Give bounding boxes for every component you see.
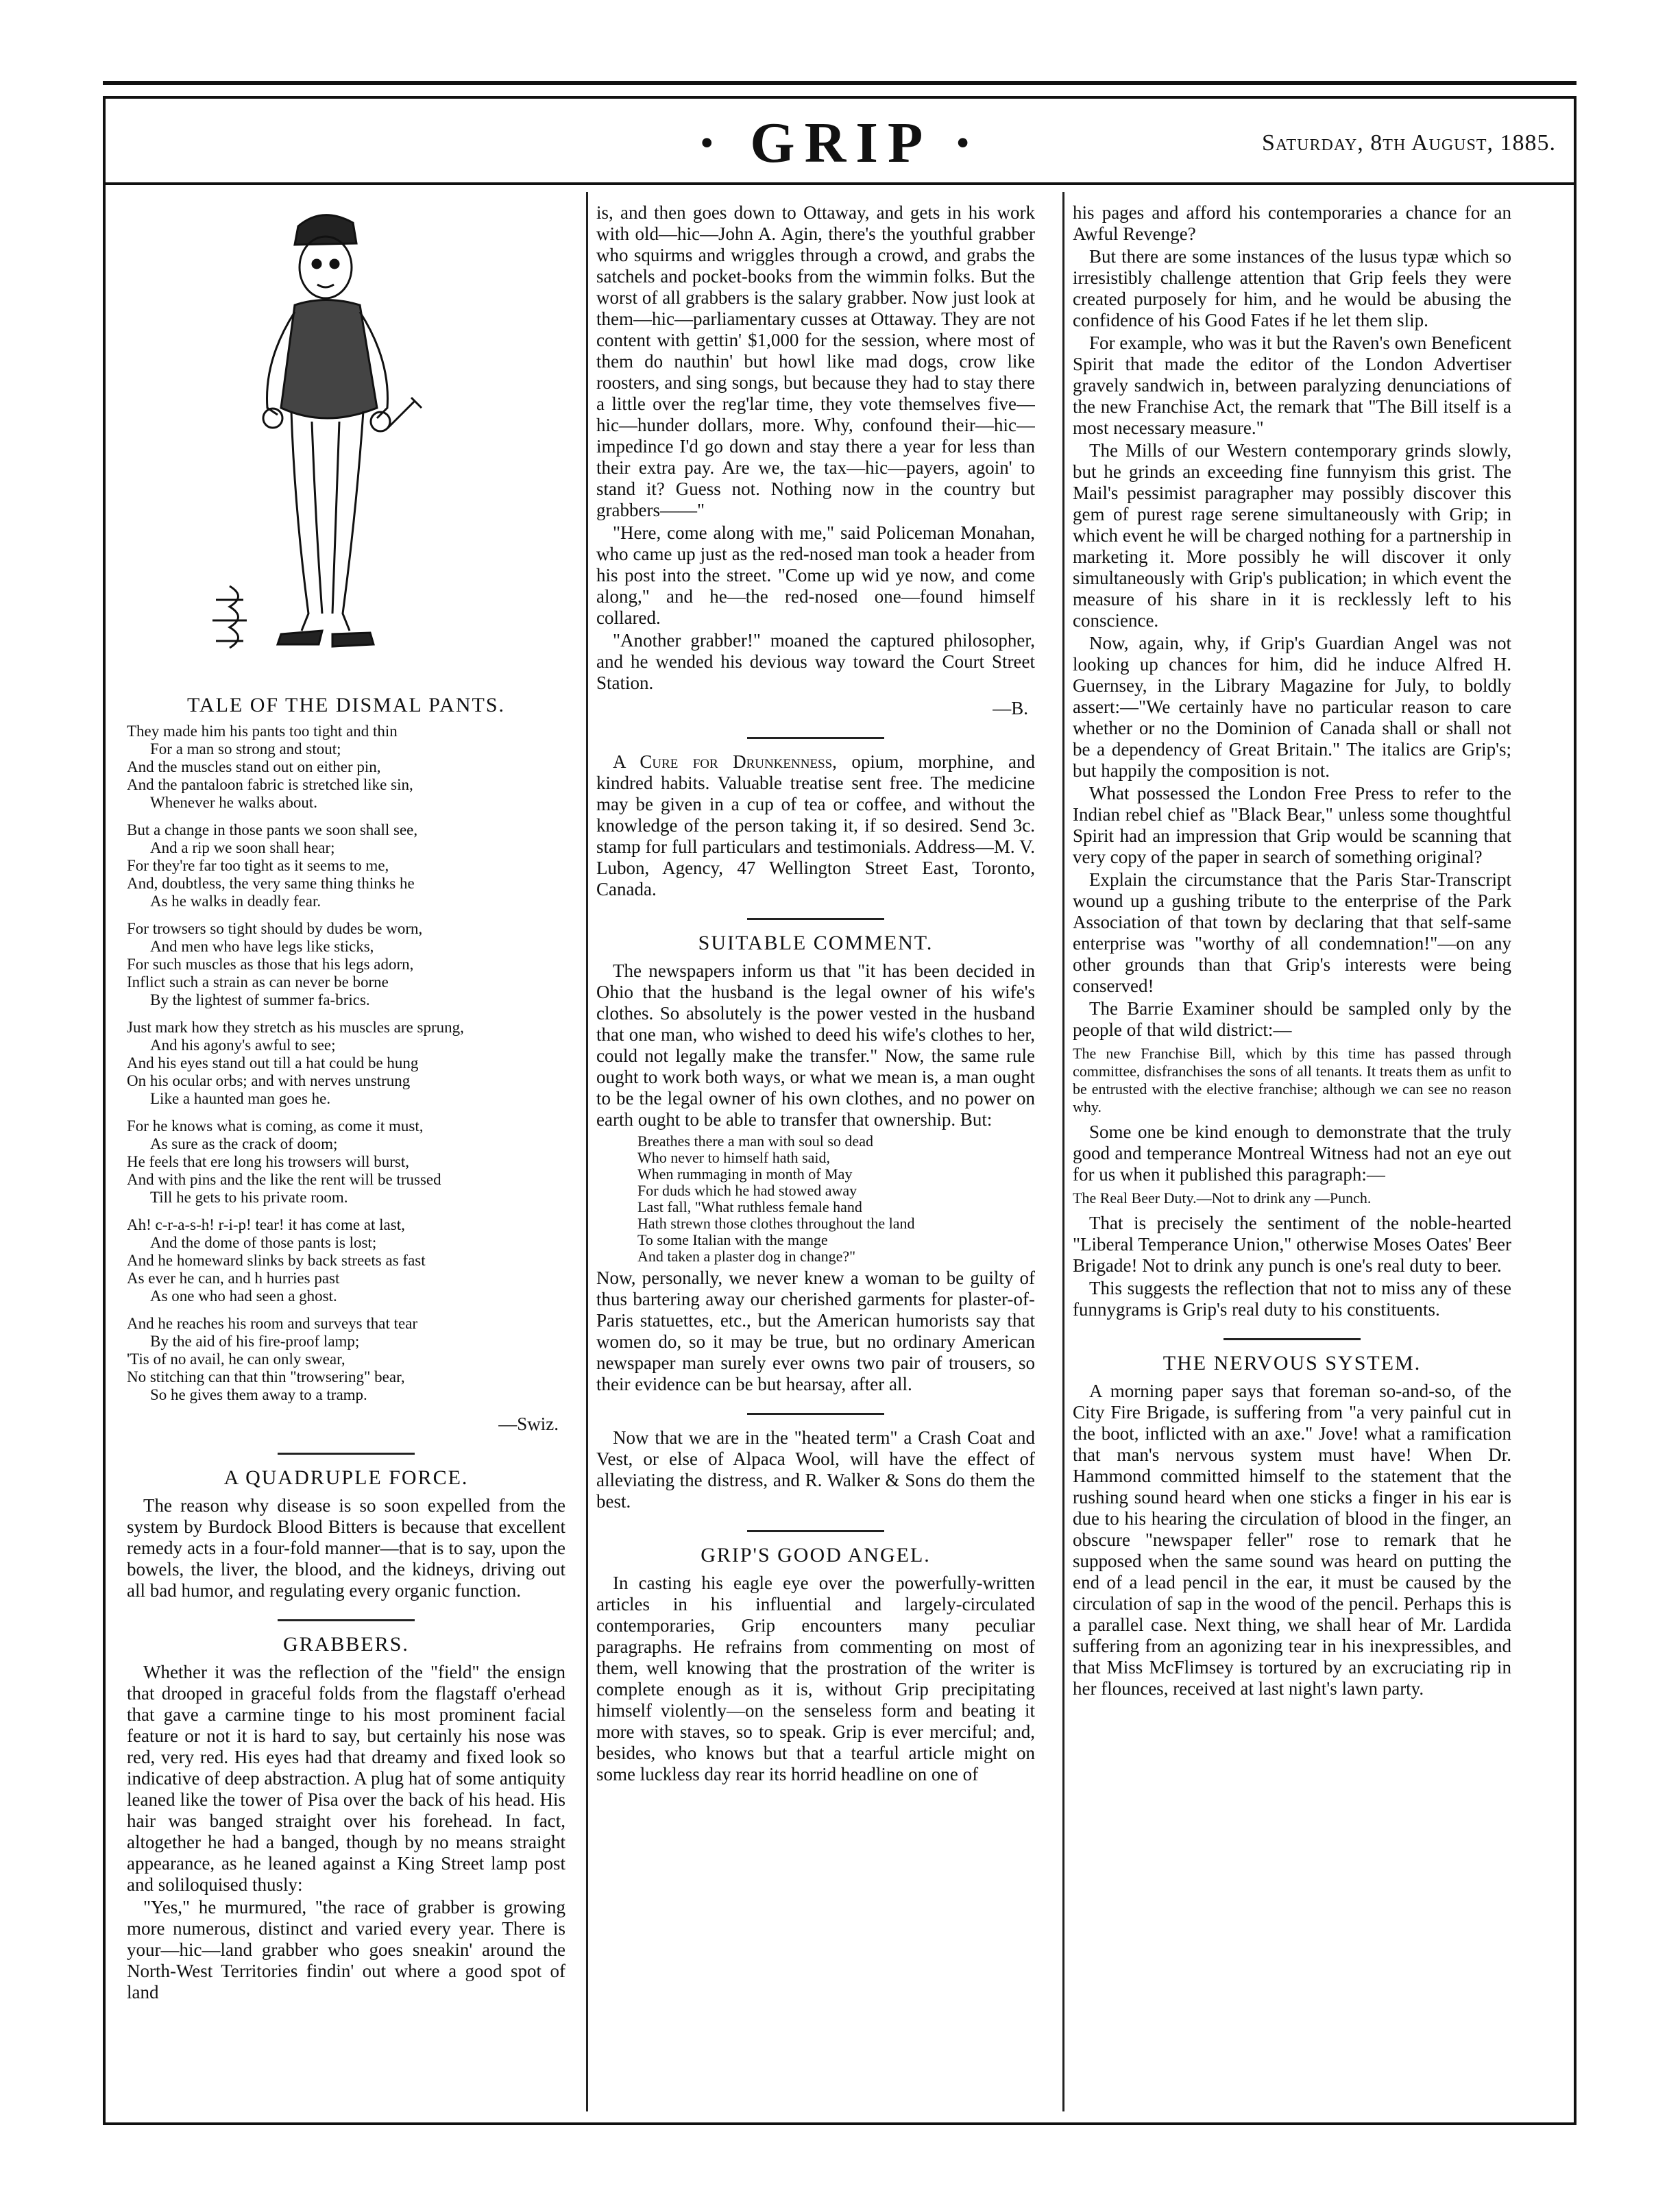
- poem-stanza: [127, 1019, 565, 1108]
- poem-body: [127, 723, 565, 1404]
- verse-line: When rummaging in month of May: [637, 1165, 853, 1183]
- poem-line: And with pins and the like the rent will be trussed: [127, 1171, 441, 1188]
- angel-paragraph: What possessed the London Free Press to refer to the Indian rebel chief as "Black Bear," unless some thoughtful Spirit had an impression that Grip would be scanning that very copy of the paper in search of something original?: [1073, 783, 1511, 867]
- poem-line: As he walks in deadly fear.: [150, 893, 321, 910]
- nerve-title: THE NERVOUS SYSTEM.: [1162, 1352, 1422, 1375]
- poem-line: And the pantaloon fabric is stretched like sin,: [127, 776, 413, 793]
- angel-paragraph: his pages and afford his contemporaries a chance for an Awful Revenge?: [1073, 202, 1511, 244]
- poem-line: For such muscles as those that his legs adorn,: [127, 956, 414, 973]
- angel-paragraph: But there are some instances of the lusus typæ which so irresistibly challenge attention that Grip feels they were created purposely for him, and he would be abusing the confidence of his Good Fates if he let them slip.: [1073, 246, 1511, 330]
- grabbers-paragraph: "Another grabber!" moaned the captured philosopher, and he wended his devious way toward the Court Street Station.: [596, 630, 1035, 693]
- angel-paragraph: Some one be kind enough to demonstrate that the truly good and temperance Montreal Witness had not an eye out for us when it published this paragraph:—: [1073, 1122, 1511, 1185]
- poem-line: And he homeward slinks by back streets as fast: [127, 1252, 426, 1269]
- angel-paragraph: The Barrie Examiner should be sampled only by the people of that wild district:—: [1073, 998, 1511, 1040]
- verse-line: And taken a plaster dog in change?": [637, 1248, 856, 1265]
- angel-paragraph: This suggests the reflection that not to miss any of these funnygrams is Grip's real duty to his constituents.: [1073, 1278, 1511, 1320]
- angel-paragraph: That is precisely the sentiment of the noble-hearted "Liberal Temperance Union," otherwise Moses Oates' Beer Brigade! Not to drink any punch is one's real duty to beer.: [1073, 1213, 1511, 1276]
- poem-line: For he knows what is coming, as come it must,: [127, 1117, 424, 1135]
- comment-paragraph: The newspapers inform us that "it has been decided in Ohio that the husband is the legal owner of his wife's clothes. So absolutely is the power vested in the husband that one man, who wished to deed his wife's clothes to her, could not legally make the transfer." Now, the same rule ought to work both ways, or what we mean is, a man ought to be the legal owner of his own clothes, and no power on earth ought to be able to transfer that ownership. But:: [596, 960, 1035, 1130]
- poem-line: But a change in those pants we soon shall see,: [127, 821, 418, 838]
- separator: [747, 918, 884, 920]
- poem-stanza: [127, 1216, 565, 1305]
- poem-line: By the aid of his fire-proof lamp;: [150, 1333, 360, 1350]
- page-header: [103, 103, 1576, 185]
- poem-line: As one who had seen a ghost.: [150, 1287, 337, 1305]
- poem-line: And his eyes stand out till a hat could be hung: [127, 1054, 419, 1071]
- poem-line: By the lightest of summer fa-brics.: [150, 991, 370, 1008]
- poem-line: So he gives them away to a tramp.: [150, 1386, 367, 1403]
- poem-line: And a rip we soon shall hear;: [150, 839, 335, 856]
- angel-quote: The new Franchise Bill, which by this time has passed through committee, disfranchises the sons of all tenants. It treats them as unfit to be entrusted with the elective franchise; although we can see no reason why.: [1073, 1045, 1511, 1115]
- poem-line: Like a haunted man goes he.: [150, 1090, 331, 1107]
- top-rule: [103, 81, 1576, 85]
- poem-title: TALE OF THE DISMAL PANTS.: [186, 694, 506, 716]
- poem-stanza: [127, 1315, 565, 1404]
- poem-line: Ah! c-r-a-s-h! r-i-p! tear! it has come at last,: [127, 1216, 405, 1233]
- comment-verse: [596, 1133, 1035, 1265]
- man-in-tight-pants-icon: [127, 202, 565, 682]
- masthead-title: · GRIP ·: [697, 111, 982, 175]
- poem-stanza: [127, 1117, 565, 1207]
- heated-advert: Now that we are in the "heated term" a Crash Coat and Vest, or else of Alpaca Wool, will have the effect of alleviating the distress, and R. Walker & Sons do them the best.: [596, 1427, 1035, 1512]
- grabbers-paragraph: Whether it was the reflection of the "field" the ensign that drooped in graceful folds from the flagstaff o'erhead that gave a carmine tinge to his most prominent facial feature or not it is hard to say, but certainly his nose was red, very red. His eyes had that dreamy and fixed look so indicative of deep abstraction. A plug hat of some antiquity leaned like the tower of Pisa over the back of his head. His hair was banged straight over his forehead. In fact, altogether he had a banged, though by no means straight appearance, as he leaned against a King Street lamp post and soliloquised thusly:: [127, 1662, 565, 1895]
- column-rule-2: [1062, 192, 1064, 2111]
- poem-signature: —Swiz.: [498, 1414, 559, 1434]
- poem-line: As sure as the crack of doom;: [150, 1135, 338, 1152]
- poem-line: As ever he can, and h hurries past: [127, 1270, 340, 1287]
- poem-stanza: [127, 920, 565, 1009]
- nerve-paragraph: A morning paper says that foreman so-and-so, of the City Fire Brigade, is suffering from "a very painful cut in the boot, inflicted with an axe." Jove! what a ramification that man's nervous system must have! When Dr. Hammond committed himself to the statement that the rushing sound heard when one sticks a finger in his ear is due to his hearing the circulation of blood in the finger, an obscure "newspaper feller" rose to remark that he supposed when the same sound was heard on putting the end of a lead pencil in the ear, it must be caused by the circulation of sap in the wood of the pencil. Perhaps this is a parallel case. Next thing, we shall hear of Mr. Lardida suffering from an agonizing tear in his inexpressibles, and that Miss McFlimsey is tortured by an excruciating rip in her flounces, received at last night's lawn party.: [1073, 1381, 1511, 1699]
- angel-paragraph: For example, who was it but the Raven's own Beneficent Spirit that made the editor of the London Advertiser gravely sandwich in, between paralyzing denunciations of the new Franchise Act, the remark that "The Bill itself is a most necessary measure.": [1073, 332, 1511, 438]
- column-2: [596, 202, 1035, 2101]
- poem-line: Till he gets to his private room.: [150, 1189, 348, 1206]
- poem-line: And the dome of those pants is lost;: [150, 1234, 377, 1251]
- poem-line: And his agony's awful to see;: [150, 1037, 336, 1054]
- grabbers-paragraph: "Here, come along with me," said Policeman Monahan, who came up just as the red-nosed man took a header from his post into the street. "Come up wid ye now, and come along," and he—the red-nosed one—found himself collared.: [596, 522, 1035, 628]
- angel-quote: The Real Beer Duty.—Not to drink any —Punch.: [1073, 1189, 1372, 1207]
- poem-line: They made him his pants too tight and thin: [127, 723, 398, 740]
- poem-line: 'Tis of no avail, he can only swear,: [127, 1351, 345, 1368]
- comment-paragraph: Now, personally, we never knew a woman to be guilty of thus bartering away our cherished garments for plaster-of-Paris statuettes, etc., but the American humorists say that women do, so it may be true, but no ordinary American newspaper man surely ever owns two pair of trousers, so their evidence can be but hearsay, after all.: [596, 1268, 1035, 1394]
- verse-line: To some Italian with the mange: [637, 1231, 828, 1248]
- grabbers-paragraph: is, and then goes down to Ottaway, and gets in his work with old—hic—John A. Agin, there's the youthful grabber who squirms and wriggles through a crowd, and grabs the satchels and pocket-books from the wimmin folks. But the worst of all grabbers is the salary grabber. Now just look at them—hic—parliamentary cusses at Ottaway. They are not content with gettin' $1,000 for the session, where most of them do nauthin' but howl like mad dogs, crow like roosters, and sing songs, but because they had to stay there a little over the reg'lar time, they vote themselves five—hic—hunder dollars, more. Why, confound their—hic—impedince I'd go down and stay there a year for less than their extra pay. Are we, the tax—hic—payers, agoin' to stand it? Guess not. Nothing now in the country but grabbers——": [596, 202, 1035, 520]
- grabbers-signature: —B.: [993, 698, 1028, 718]
- poem-line: For trowsers so tight should by dudes be worn,: [127, 920, 423, 937]
- verse-line: Breathes there a man with soul so dead: [637, 1133, 873, 1150]
- separator: [747, 1530, 884, 1532]
- separator: [747, 737, 884, 739]
- cure-advert: [596, 751, 1035, 900]
- column-3: [1073, 202, 1511, 2101]
- poem-line: For a man so strong and stout;: [150, 740, 341, 758]
- poem-line: And men who have legs like sticks,: [150, 938, 374, 955]
- verse-line: For duds which he had stowed away: [637, 1182, 857, 1199]
- poem-line: For they're far too tight as it seems to me,: [127, 857, 389, 874]
- separator: [278, 1619, 415, 1621]
- angel-paragraph: Explain the circumstance that the Paris Star-Transcript wound up a gushing tribute to the enterprise of the Park Association of that town by declaring that that self-same enterprise was "worthy of all condemnation!"—on any other grounds than that Grip's interests were being conserved!: [1073, 869, 1511, 996]
- angel-paragraph: The Mills of our Western contemporary grinds slowly, but he grinds an exceeding fine funnyism this grist. The Mail's pessimist paragrapher may possibly discover this gem of purest rage serene simultaneously with Grip; in which event he will be charged nothing for a partnership in marketing it. More possibly he will discover it only simultaneously with Grip's publication; in which event the measure of his share in it is recklessly left to his conscience.: [1073, 440, 1511, 631]
- column-1: [127, 202, 565, 2101]
- verse-line: Who never to himself hath said,: [637, 1149, 831, 1166]
- force-title: A QUADRUPLE FORCE.: [223, 1466, 469, 1489]
- poem-stanza: [127, 723, 565, 812]
- poem-line: And he reaches his room and surveys that tear: [127, 1315, 418, 1332]
- grabbers-title: GRABBERS.: [283, 1633, 409, 1656]
- angel-paragraph: Now, again, why, if Grip's Guardian Angel was not looking up chances for him, did he induce Alfred H. Guernsey, in the Library Magazine for July, to boldly assert:—"We certainly have no particular reason to care whether or no the Dominion of Canada shall or shall not be a dependency of Great Britain." The italics are Grip's; but happily the composition is not.: [1073, 633, 1511, 781]
- separator: [278, 1453, 415, 1455]
- verse-line: Last fall, "What ruthless female hand: [637, 1198, 862, 1215]
- poem-line: And, doubtless, the very same thing thinks he: [127, 875, 415, 892]
- comment-title: SUITABLE COMMENT.: [698, 932, 934, 954]
- angel-title: GRIP'S GOOD ANGEL.: [701, 1544, 931, 1566]
- poem-line: On his ocular orbs; and with nerves unstrung: [127, 1072, 411, 1089]
- poem-line: Whenever he walks about.: [150, 794, 317, 811]
- force-text: The reason why disease is so soon expelled from the system by Burdock Blood Bitters is because that excellent remedy acts in a four-fold manner—that is to say, upon the bowels, the liver, the blood, and the kidneys, driving out all bad humor, and regulating every organic function.: [127, 1495, 565, 1601]
- poem-line: No stitching can that thin "trowsering" bear,: [127, 1368, 405, 1385]
- grabbers-paragraph: "Yes," he murmured, "the race of grabber is growing more numerous, distinct and varied every year. There is your—hic—land grabber who goes sneakin' around the North-West Territories findin' out where a good spot of land: [127, 1897, 565, 2002]
- issue-date: Saturday, 8th August, 1885.: [1261, 130, 1556, 156]
- verse-line: Hath strewn those clothes throughout the land: [637, 1215, 915, 1232]
- poem-stanza: [127, 821, 565, 910]
- column-rule-1: [586, 192, 588, 2111]
- angel-paragraph: In casting his eagle eye over the powerfully-written articles in his influential and largely-circulated contemporaries, Grip encounters many peculiar paragraphs. He refrains from commenting on most of them, well knowing that the prostration of the writer is complete enough as it is, without Grip precipitating himself violently—on the senseless form and beating it more with staves, so to speak. Grip is ever merciful; and, besides, who knows but that a tearful article might on some luckless day rear its horrid headline on one of: [596, 1573, 1035, 1784]
- separator: [1224, 1338, 1361, 1340]
- cure-text: opium, morphine, and kindred habits. Valuable treatise sent free. The medicine may be given in a cup of tea or coffee, and without the knowledge of the person taking it, if so desired. Send 3c. stamp for full particulars and testimonials. Address—M. V. Lubon, Agency, 47 Wellington Street East, Toronto, Canada.: [596, 751, 1035, 899]
- cure-lead: A Cure for Drunkenness,: [613, 751, 837, 772]
- poem-line: Inflict such a strain as can never be borne: [127, 973, 389, 991]
- dismal-pants-illustration: [127, 202, 565, 682]
- poem-line: Just mark how they stretch as his muscles are sprung,: [127, 1019, 464, 1036]
- poem-line: He feels that ere long his trowsers will burst,: [127, 1153, 409, 1170]
- poem-line: And the muscles stand out on either pin,: [127, 758, 381, 775]
- separator: [747, 1413, 884, 1415]
